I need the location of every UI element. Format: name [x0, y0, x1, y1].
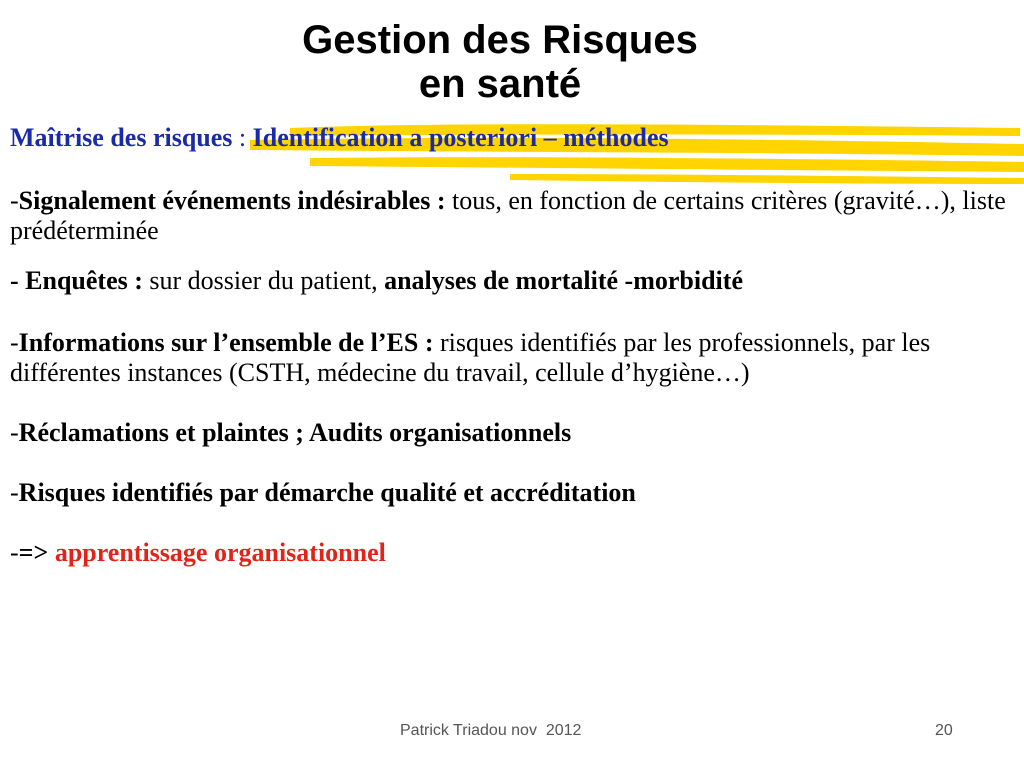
slide-title — [0, 18, 1000, 106]
item-arrow: => — [18, 538, 49, 567]
item-text: tous, en fonction de certains critères (gravité…), liste prédéterminée — [10, 186, 1006, 245]
list-item-signalement — [10, 186, 1010, 246]
list-item-informations — [10, 328, 1010, 388]
item-dash: - — [10, 478, 19, 507]
list-item-enquetes — [10, 266, 1010, 296]
item-bold-end: analyses de mortalité -morbidité — [384, 266, 743, 295]
item-dash: - — [10, 418, 19, 447]
item-dash: - — [10, 538, 19, 567]
page-number: 20 — [935, 722, 953, 739]
item-dash: - — [10, 186, 19, 215]
list-item-apprentissage — [10, 538, 1010, 568]
subtitle-part2: Identification a posteriori – méthodes — [252, 123, 669, 152]
slide-title-line2: en santé — [418, 62, 582, 106]
item-text: sur dossier du patient, — [142, 266, 385, 295]
list-item-risques — [10, 478, 1010, 508]
bullet-list — [10, 186, 1010, 568]
item-bold: Informations sur l’ensemble de l’ES : — [18, 328, 434, 357]
item-red-text: apprentissage organisationnel — [48, 538, 386, 567]
subtitle-separator: : — [232, 123, 253, 152]
item-text: risques identifiés par les professionnels, par les différentes instances (CSTH, médecine du travail, cellule d’hygiène…) — [10, 328, 931, 387]
item-bold: - Enquêtes : — [10, 266, 143, 295]
list-item-reclamations — [10, 418, 1010, 448]
item-bold: Risques identifiés par démarche qualité et accréditation — [18, 478, 636, 507]
item-bold: Réclamations et plaintes ; Audits organisationnels — [18, 418, 572, 447]
subtitle-part1: Maîtrise des risques — [10, 123, 233, 152]
item-bold: Signalement événements indésirables : — [18, 186, 446, 215]
footer-author: Patrick Triadou nov 2012 — [400, 722, 582, 739]
slide-title-line1: Gestion des Risques — [302, 18, 698, 62]
item-dash: - — [10, 328, 19, 357]
slide-subtitle — [10, 122, 669, 154]
